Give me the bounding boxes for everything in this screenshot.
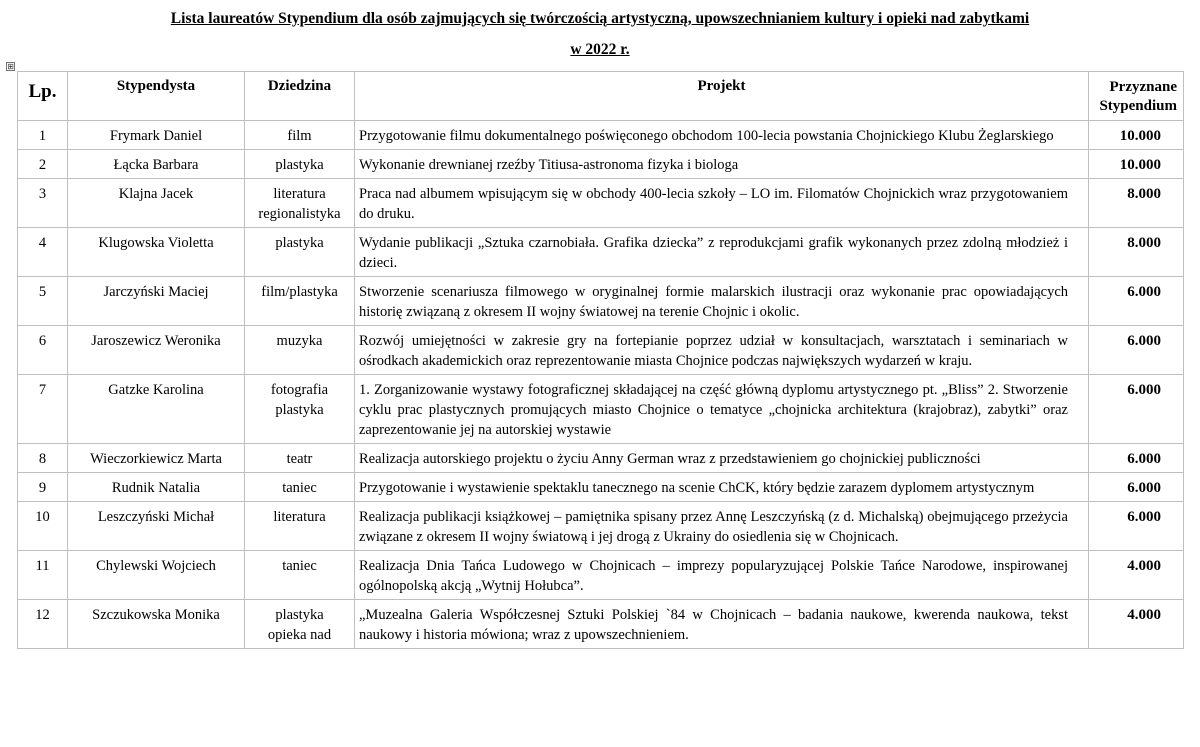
row-projekt: 1. Zorganizowanie wystawy fotograficznej składającej na część główną dyplomu artystycznego pt. „Bliss” 2. Stworzenie cyklu prac plastycznych promujących miasto Chojnice o tematyce „chojnicka architektura (krajobraz), zabytki” oraz zaprezentowanie jej na autorskiej wystawie	[355, 375, 1089, 444]
dziedzina-label: film	[287, 128, 312, 144]
dziedzina-label: fotografia	[270, 382, 329, 398]
dziedzina-label: teatr	[286, 451, 313, 467]
row-stypendysta: Szczukowska Monika	[68, 600, 245, 649]
row-lp: 6	[18, 326, 68, 375]
dziedzina-label: literatura	[273, 186, 326, 202]
header-lp: Lp.	[18, 72, 68, 121]
dziedzina-label: literatura	[273, 509, 326, 525]
dziedzina-label: taniec	[282, 558, 317, 574]
table-header-row	[18, 72, 1184, 121]
document-title: Lista laureatów Stypendium dla osób zajmujących się twórczością artystyczną, upowszechnianiem kultury i opieki nad zabytkami	[170, 10, 1030, 27]
row-kwota: 6.000	[1089, 375, 1184, 444]
row-dziedzina	[245, 444, 355, 473]
row-projekt: Realizacja Dnia Tańca Ludowego w Chojnicach – imprezy popularyzującej Polskie Tańce Narodowe, inspirowanej ogólnopolską akcją „Wytnij Hołubca”.	[355, 551, 1089, 600]
row-lp: 8	[18, 444, 68, 473]
row-dziedzina	[245, 228, 355, 277]
header-stypendium-line2: Stypendium	[1099, 98, 1177, 114]
row-kwota: 10.000	[1089, 121, 1184, 150]
row-kwota: 6.000	[1089, 444, 1184, 473]
header-stypendysta: Stypendysta	[68, 72, 245, 121]
row-kwota: 6.000	[1089, 473, 1184, 502]
dziedzina-label: taniec	[282, 480, 317, 496]
row-dziedzina	[245, 150, 355, 179]
row-lp: 10	[18, 502, 68, 551]
row-kwota: 4.000	[1089, 551, 1184, 600]
dziedzina-label: plastyka	[275, 402, 324, 418]
row-stypendysta: Jarczyński Maciej	[68, 277, 245, 326]
row-lp: 2	[18, 150, 68, 179]
row-dziedzina	[245, 326, 355, 375]
row-projekt: Stworzenie scenariusza filmowego w oryginalnej formie malarskich ilustracji oraz wykonanie prac opowiadających historię związaną z okresem II wojny światowej na terenie Chojnic i okolic.	[355, 277, 1089, 326]
dziedzina-label: plastyka	[275, 157, 324, 173]
row-stypendysta: Frymark Daniel	[68, 121, 245, 150]
row-stypendysta: Rudnik Natalia	[68, 473, 245, 502]
row-lp: 4	[18, 228, 68, 277]
row-kwota: 6.000	[1089, 326, 1184, 375]
dziedzina-label: regionalistyka	[258, 206, 341, 222]
row-projekt: Przygotowanie filmu dokumentalnego poświęconego obchodom 100-lecia powstania Chojnickiego Klubu Żeglarskiego	[355, 121, 1089, 150]
dziedzina-label: film/plastyka	[261, 284, 338, 300]
row-stypendysta: Klajna Jacek	[68, 179, 245, 228]
row-kwota: 6.000	[1089, 502, 1184, 551]
row-lp: 5	[18, 277, 68, 326]
row-stypendysta: Chylewski Wojciech	[68, 551, 245, 600]
row-stypendysta: Leszczyński Michał	[68, 502, 245, 551]
row-kwota: 8.000	[1089, 228, 1184, 277]
table-row	[18, 277, 1184, 326]
row-lp: 7	[18, 375, 68, 444]
row-lp: 1	[18, 121, 68, 150]
table-move-handle-icon[interactable]: ⊞	[7, 62, 14, 71]
dziedzina-label: opieka nad	[267, 627, 332, 643]
row-stypendysta: Gatzke Karolina	[68, 375, 245, 444]
row-dziedzina	[245, 502, 355, 551]
header-stypendium	[1089, 72, 1184, 121]
dziedzina-label: plastyka	[275, 235, 324, 251]
row-dziedzina	[245, 121, 355, 150]
row-projekt: Wydanie publikacji „Sztuka czarnobiała. Grafika dziecka” z reprodukcjami grafik wykonanych przez zdolną młodzież i dzieci.	[355, 228, 1089, 277]
row-projekt: „Muzealna Galeria Współczesnej Sztuki Polskiej `84 w Chojnicach – badania naukowe, kwerenda naukowa, tekst naukowy i historia mówiona; wraz z upowszechnieniem.	[355, 600, 1089, 649]
row-kwota: 10.000	[1089, 150, 1184, 179]
row-lp: 12	[18, 600, 68, 649]
row-dziedzina	[245, 277, 355, 326]
row-kwota: 4.000	[1089, 600, 1184, 649]
laureates-table	[17, 71, 1184, 649]
row-lp: 9	[18, 473, 68, 502]
row-stypendysta: Łącka Barbara	[68, 150, 245, 179]
document-year: w 2022 r.	[570, 41, 630, 58]
row-lp: 3	[18, 179, 68, 228]
row-projekt: Wykonanie drewnianej rzeźby Titiusa-astronoma fizyka i biologa	[355, 150, 1089, 179]
row-dziedzina	[245, 179, 355, 228]
header-dziedzina: Dziedzina	[245, 72, 355, 121]
table-row	[18, 179, 1184, 228]
table-row	[18, 375, 1184, 444]
row-lp: 11	[18, 551, 68, 600]
dziedzina-label: plastyka	[275, 607, 324, 623]
row-dziedzina	[245, 600, 355, 649]
row-stypendysta: Klugowska Violetta	[68, 228, 245, 277]
row-projekt: Realizacja publikacji książkowej – pamiętnika spisany przez Annę Leszczyńską (z d. Michalską) obejmującego przeżycia związane z okresem II wojny światową i jej drogą z Ukrainy do osiedlenia się w Chojnicach.	[355, 502, 1089, 551]
table-row	[18, 150, 1184, 179]
row-dziedzina	[245, 375, 355, 444]
row-stypendysta: Wieczorkiewicz Marta	[68, 444, 245, 473]
table-row	[18, 551, 1184, 600]
header-stypendium-line1: Przyznane	[1109, 79, 1177, 95]
table-row	[18, 121, 1184, 150]
row-projekt: Rozwój umiejętności w zakresie gry na fortepianie poprzez udział w konsultacjach, warsztatach i seminariach w ośrodkach akademickich oraz reprezentowanie miasta Chojnice podczas największych wydarzeń w kraju.	[355, 326, 1089, 375]
row-projekt: Przygotowanie i wystawienie spektaklu tanecznego na scenie ChCK, który będzie zarazem dyplomem artystycznym	[355, 473, 1089, 502]
row-dziedzina	[245, 473, 355, 502]
row-stypendysta: Jaroszewicz Weronika	[68, 326, 245, 375]
table-row	[18, 473, 1184, 502]
table-row	[18, 502, 1184, 551]
dziedzina-label: muzyka	[276, 333, 323, 349]
row-kwota: 6.000	[1089, 277, 1184, 326]
table-row	[18, 228, 1184, 277]
table-row	[18, 444, 1184, 473]
row-projekt: Praca nad albumem wpisującym się w obchody 400-lecia szkoły – LO im. Filomatów Chojnickich wraz przygotowaniem do druku.	[355, 179, 1089, 228]
header-projekt: Projekt	[355, 72, 1089, 121]
row-dziedzina	[245, 551, 355, 600]
row-projekt: Realizacja autorskiego projektu o życiu Anny German wraz z przedstawieniem go chojnickiej publiczności	[355, 444, 1089, 473]
row-kwota: 8.000	[1089, 179, 1184, 228]
table-row	[18, 600, 1184, 649]
table-row	[18, 326, 1184, 375]
